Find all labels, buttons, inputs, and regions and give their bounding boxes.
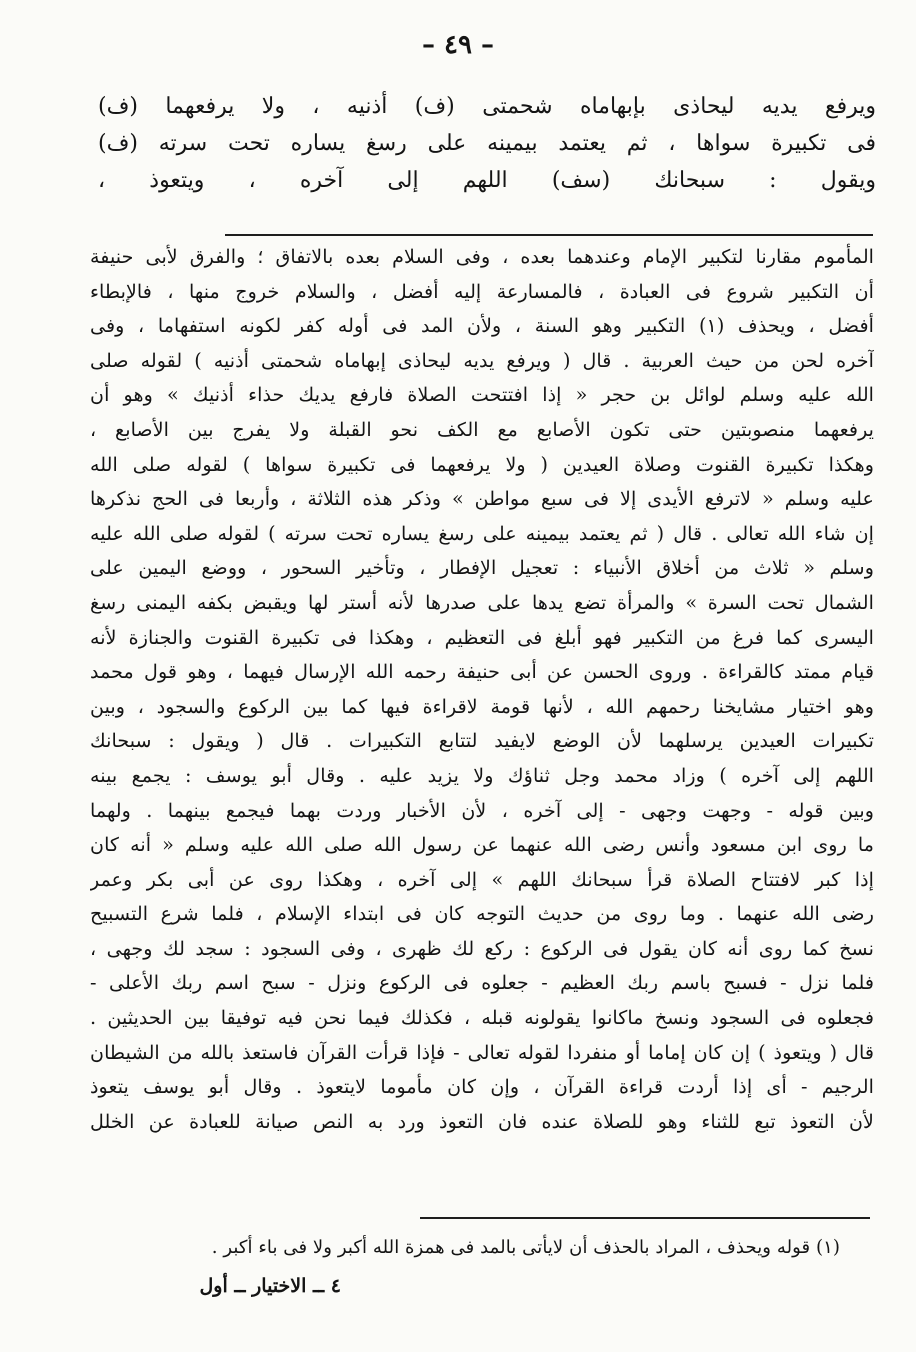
commentary-line: رضى الله عنهما . وما روى من حديث التوجه كان فى ابتداء الإسلام ، فلما شرع التسبيح	[90, 902, 874, 926]
commentary-line: تكبيرات العيدين يرسلهما لأن الوضع لايفيد لتتابع التكبيرات . قال ( ويقول : سبحانك	[90, 729, 874, 753]
commentary-text	[90, 240, 874, 1139]
page-number: – ٤٩ –	[421, 30, 495, 60]
commentary-line: اللهم إلى آخره ) وزاد محمد وجل ثناؤك ولا يزيد عليه . وقال أبو يوسف : يجمع بينه	[90, 763, 874, 787]
commentary-line: نسخ كما روى أنه كان يقول فى الركوع : ركع لك ظهرى ، وفى السجود : سجد لك وجهى ،	[90, 936, 874, 960]
section-divider	[225, 234, 873, 236]
commentary-line: ما روى ابن مسعود وأنس رضى الله عنهما عن رسول الله صلى الله عليه وسلم « أنه كان	[90, 833, 874, 857]
commentary-line: أن التكبير شروع فى العبادة ، فالمسارعة إليه أفضل ، والسلام خروج منها ، فالإبطاء	[90, 279, 874, 303]
matn-line: ويرفع يديه ليحاذى بإبهاماه شحمتى (ف) أذنيه ، ولا يرفعهما (ف)	[98, 94, 876, 119]
commentary-line: الله عليه وسلم لوائل بن حجر « إذا افتتحت الصلاة فارفع يديك حذاء أذنيك » وهو أن	[90, 383, 874, 407]
commentary-line: فلما نزل - فسبح باسم ربك العظيم - جعلوه فى الركوع ونزل - سبح اسم ربك الأعلى -	[90, 971, 874, 995]
commentary-line: وهكذا تكبيرة القنوت وصلاة العيدين ( ولا يرفعهما فى تكبيرة سواها ) لقوله صلى الله	[90, 452, 874, 476]
footnote-text: (١) قوله ويحذف ، المراد بالحذف أن لايأتى بالمد فى همزة الله أكبر ولا فى باء أكبر .	[211, 1237, 840, 1258]
commentary-line: وبين قوله - وجهت وجهى - إلى آخره ، لأن الأخبار وردت بهما فيجمع بينهما . ولهما	[90, 798, 874, 822]
footnote	[200, 1230, 840, 1266]
matn-line: ويقول : سبحانك (سف) اللهم إلى آخره ، ويتعوذ ،	[98, 168, 876, 193]
commentary-line: قيام ممتد كالقراءة . وروى الحسن عن أبى حنيفة رحمه الله الإرسال فيهما ، وهو قول محمد	[90, 660, 874, 684]
commentary-line: إن شاء الله تعالى . قال ( ثم يعتمد بيمينه على رسغ يساره تحت سرته ) لقوله صلى الله عليه	[90, 521, 874, 545]
commentary-line: وهو اختيار مشايخنا رحمهم الله ، لأنها قومة لاقراءة فيها كما بين الركوع والسجود ، وبين	[90, 694, 874, 718]
commentary-line: قال ( ويتعوذ ) إن كان إماما أو منفردا لقوله تعالى - فإذا قرأت القرآن فاستعذ بالله من الشيطان	[90, 1040, 874, 1064]
commentary-line: اليسرى كما فرغ من التكبير فهو أبلغ فى التعظيم ، وهكذا فى تكبيرة القنوت والجنازة لأنه	[90, 625, 874, 649]
commentary-line: المأموم مقارنا لتكبير الإمام وعندهما بعده ، وفى السلام بعده بالاتفاق ؛ والفرق لأبى حنيفة	[90, 245, 874, 268]
commentary-line: لأن التعوذ تبع للثناء وهو للصلاة عنده فان التعوذ ورد به النص صيانة للعبادة عن الخلل	[90, 1109, 874, 1133]
commentary-line: إذا كبر لافتتاح الصلاة قرأ سبحانك اللهم » إلى آخره ، وهكذا روى عن أبى بكر وعمر	[90, 867, 874, 891]
commentary-line: الشمال تحت السرة » والمرأة تضع يدها على صدرها لأنه أستر لها ويقبض بكفه اليمنى رسغ	[90, 590, 874, 614]
commentary-line: عليه وسلم « لاترفع الأيدى إلا فى سبع مواطن » وذكر هذه الثلاثة ، وأربعا فى الحج نذكرها	[90, 487, 874, 511]
matn-text	[98, 88, 876, 199]
matn-line: فى تكبيرة سواها ، ثم يعتمد بيمينه على رسغ يساره تحت سرته (ف)	[98, 131, 876, 156]
commentary-line: الرجيم - أى إذا أردت قراءة القرآن ، وإن كان مأموما لايتعوذ . وقال أبو يوسف يتعوذ	[90, 1075, 874, 1099]
commentary-line: أفضل ، ويحذف (١) التكبير وهو السنة ، ولأن المد فى أوله كفر لكونه استفهاما ، وفى	[90, 314, 874, 338]
commentary-line: يرفعهما منصوبتين حتى تكون الأصابع مع الكف نحو القبلة ولا يفرج بين الأصابع ،	[90, 417, 874, 441]
footnote-divider	[420, 1217, 870, 1219]
commentary-line: آخره لحن من حيث العربية . قال ( ويرفع يديه ليحاذى إبهاماه شحمتى أذنيه ) لقوله صلى	[90, 348, 874, 372]
printer-signature: ٤ ــ الاختيار ــ أول	[199, 1275, 341, 1297]
commentary-line: وسلم « ثلاث من أخلاق الأنبياء : تعجيل الإفطار ، وتأخير السحور ، ووضع اليمين على	[90, 556, 874, 580]
commentary-line: فجعلوه فى السجود ونسخ ماكانوا يقولونه قبله ، فكذلك فيما نحن فيه توفيقا بين الحديثين .	[90, 1006, 874, 1030]
